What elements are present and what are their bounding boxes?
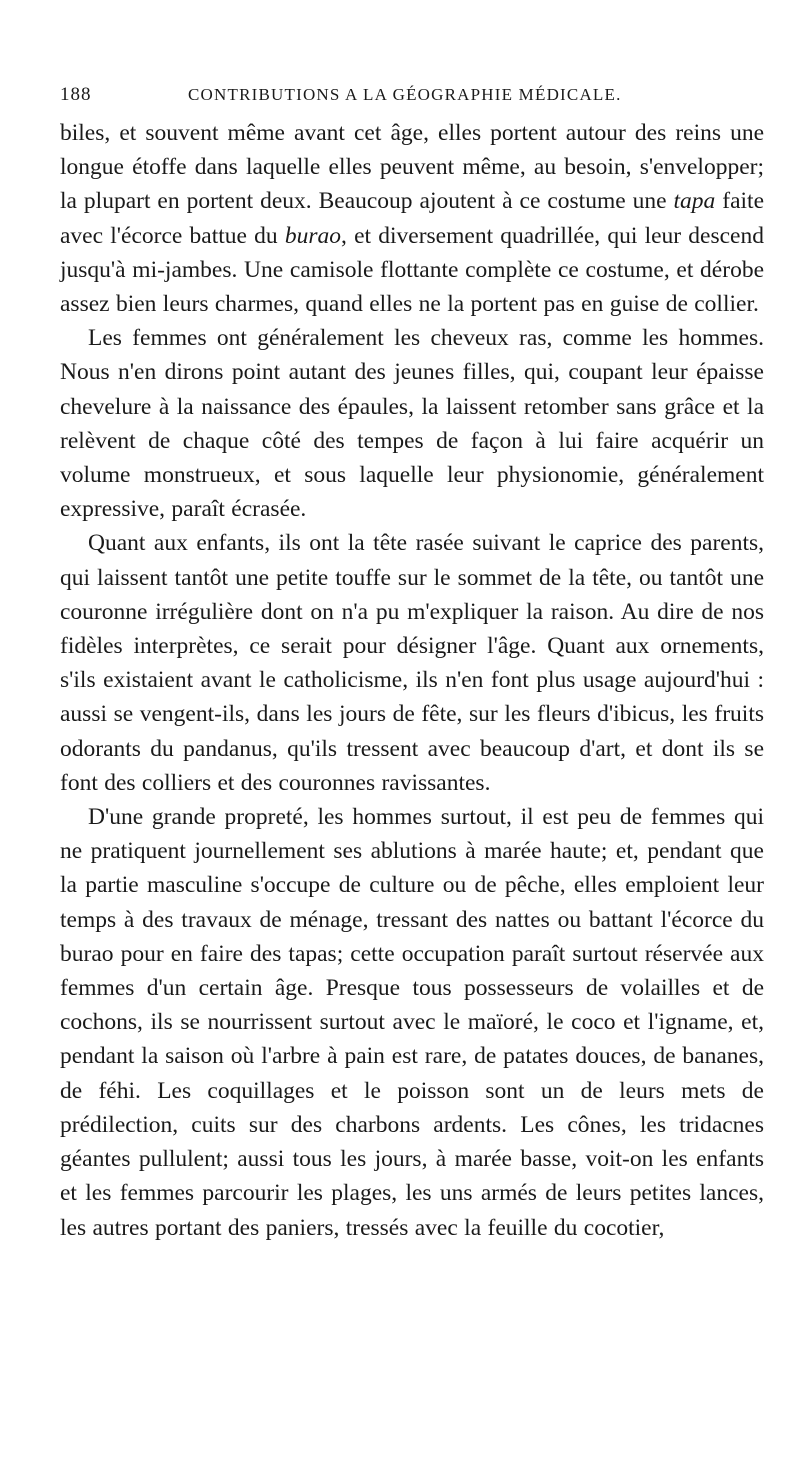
text-segment: faite avec l'écorce battue du: [60, 188, 764, 249]
text-segment: , et diversement quadrillée, qui leur descend jusqu'à mi-jambes. Une camisole flottante complète ce costume, et dérobe assez bien leurs charmes, quand elles ne la portent pas en guise de collier.: [60, 222, 764, 318]
italic-term: tapa: [673, 188, 716, 215]
text-segment: D'une grande propreté, les hommes surtout, il est peu de femmes qui ne pratiquent journellement ses ablutions à marée haute; et, pendant que la partie masculine s'occupe de culture ou de pêche, elles emploient leur temps à des travaux de ménage, tressant des nattes ou battant l'écorce du burao pour en faire des tapas; cette occupation paraît surtout réservée aux femmes d'un certain âge. Presque tous possesseurs de volailles et de cochons, ils se nourrissent surtout avec le maïoré, le coco et l'igname, et, pendant la saison où l'arbre à pain est rare, de patates douces, de bananes, de féhi. Les coquillages et le poisson sont un de leurs mets de prédilection, cuits sur des charbons ardents. Les cônes, les tridacnes géantes pullulent; aussi tous les jours, à marée basse, voit-on les enfants et les femmes parcourir les plages, les uns armés de leurs petites lances, les autres portant des paniers, tressés avec la feuille du cocotier,: [60, 804, 764, 1241]
page-number: 188: [60, 84, 92, 105]
text-segment: Quant aux enfants, ils ont la tête rasée suivant le caprice des parents, qui laissent tantôt une petite touffe sur le sommet de la tête, ou tantôt une couronne irrégulière dont on n'a pu m'expliquer la raison. Au dire de nos fidèles interprètes, ce serait pour désigner l'âge. Quant aux ornements, s'ils existaient avant le catholicisme, ils n'en font plus usage aujourd'hui : aussi se vengent-ils, dans les jours de fête, sur les fleurs d'ibicus, les fruits odorants du pandanus, qu'ils tressent avec beaucoup d'art, et dont ils se font des colliers et des couronnes ravissantes.: [60, 530, 764, 796]
body-text: [60, 116, 764, 1245]
italic-term: burao: [284, 222, 341, 249]
paragraph: [60, 321, 764, 526]
page-header: [60, 84, 750, 108]
text-segment: biles, et souvent même avant cet âge, elles portent autour des reins une longue étoffe dans laquelle elles peuvent même, au besoin, s'envelopper; la plupart en portent deux. Beaucoup ajoutent à ce costume une: [60, 120, 764, 215]
running-head: CONTRIBUTIONS A LA GÉOGRAPHIE MÉDICALE.: [188, 85, 622, 104]
paragraph: [60, 800, 764, 1245]
paragraph: [60, 526, 764, 800]
text-segment: Les femmes ont généralement les cheveux ras, comme les hommes. Nous n'en dirons point autant des jeunes filles, qui, coupant leur épaisse chevelure à la naissance des épaules, la laissent retomber sans grâce et la relèvent de chaque côté des tempes de façon à lui faire acquérir un volume monstrueux, et sous laquelle leur physionomie, généralement expressive, paraît écrasée.: [60, 325, 764, 523]
paragraph: [60, 116, 764, 321]
